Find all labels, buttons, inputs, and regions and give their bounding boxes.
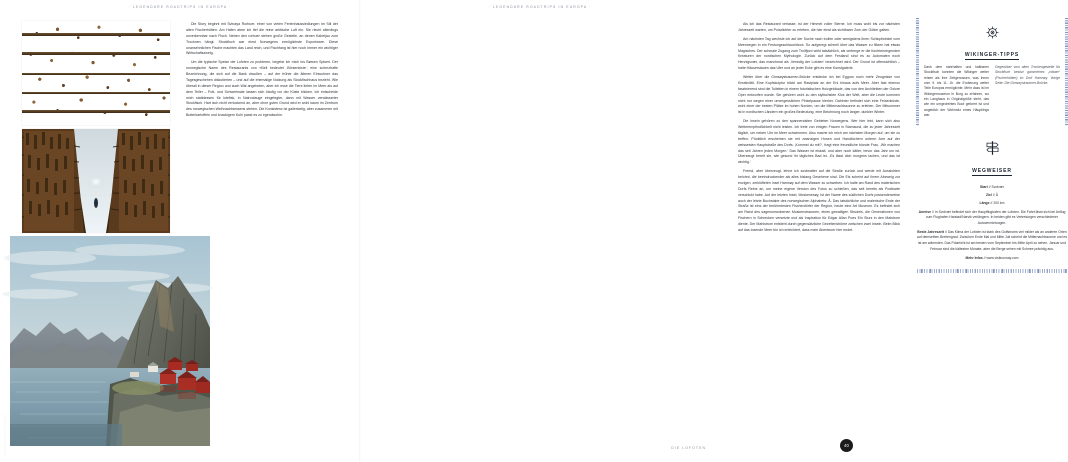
tipbox-columns [924,65,1060,118]
tipbox-col-2: Gegenüber vom alten Trockengestelle für Stockfisch besitzt gammelnes „rottaer“ (Fischerhütten) im Dorf Hamnøy. Vorige Seite: Die Gimsøystraumen-Brücke. [995,65,1060,86]
tipbox-col-1: Dank dem nahrhaften und haltbaren Stockfisch konnten die Wikinger weiter reisen als ihre Zeitgenossen, was ihnen vom 9. bis 11. Jh. die Eroberung weiter Teile Europas ermöglichte. Mehr dazu ist im Wikingermuseum in Borg zu erfahren, wo ein Langhaus in Originalgröße steht, das wie ein umgedrehtes Boot geformt ist und angeblich der Wohnsitz eines Häuptlings war. [924,65,989,118]
fish-rack-tunnel-image [22,129,170,233]
tipbox-title: WIKINGER-TIPPS [964,52,1020,58]
para-sep: // [931,209,934,214]
row-label: Länge [979,200,990,205]
running-head-right: · LEGENDÄRE ROADTRIPS IN EUROPA · [488,5,592,9]
running-head-left: · LEGENDÄRE ROADTRIPS IN EUROPA · [128,5,232,9]
left-page [0,0,360,462]
paragraph: Die Story beginnt mit Svinøya Rorbuer, einer von vielen Ferienhaussiedlungen im Stil der alten Fischerhütten. Am Hafen atme ich tief die reine arktische Luft ein. Sie riecht allerdings unverkennbar nach Fisch. Neben den rorbuer stehen große Gestelle, an denen Kabeljau zum Trocknen hängt. Stockfisch war einst Norwegens ermöglichste Exportware. Diese unansehnlichen Fische machten das Land reich, und Fischfang ist hier noch immer ein wichtiger Wirtschaftszweig. [186,22,338,56]
stockfish-drying-racks-image [22,21,170,125]
row-label: Ziel [986,193,992,198]
wegweiser-anreise [916,210,1068,227]
wegweiser-title-wrap [916,159,1068,181]
signpost-icon [985,140,1000,156]
ships-wheel-icon [985,25,1000,40]
paragraph: Um die typische Speise der Lofoten zu probieren, begebe ich mich ins Børsen Spiseri. Der norwegische Name des Restaurants von «Bell bedeutet ‚Börsenkiste‘, eine scherzhafte Bezeichnung, die sich auf die Bank draußen – auf der früher die älteren Einwohner das Tagesgeschehen diskutierten – und auf die ehemalige Nutzung als Stockfischhaus bezieht. Wie überall in dieser Region und auch Wal angeboten, aber ich esse die Tiere lieber im Meer als auf dem Teller – Pott- und Schwertwale lassen sich häufig vor der Küste blicken. Ich entscheide mich stattdessen für lutefisk, in Natronlauge eingelegter, dann mit Wasser verwässerter Stockfisch. Hart isch nicht verlockend an, aber ohne guten Grund wird er wohl kaum im Zentrum des norwegischen Weihnachtsessens stehen. Die Konsistenz ist gallertartig, aber zusammen mit Butterkartoffeln und knackigem Kohl passt es zu irgendwohin. [186,60,338,118]
person-silhouette [94,198,98,208]
para-text: In Svolvær befindet sich der Hauptflughafen der Lofoten. Die Fahrt lässt sich bei Anflug zum Flughafen Harstad/Narvik verlängern. In beiden gibt es Vertretungen verschiedener Autovermietungen. [925,209,1066,226]
ornamental-rule [917,269,1067,273]
wegweiser-title: WEGWEISER [972,168,1012,175]
paragraph: Weiter über die Gimsøystraumen-Brücke entdecke ich bei Eggum noch mehr Zeugnisse von Kreativität. Eine Kopfskulptur blickt am Rastplatz an der Eni hinaus aufs Meer. Aber fast ebenso faszinierend sind die Toiletten in einem futuristischen Holzgebäude, das von den Architekten der Oslore Oper entworfen wurde. Sie gehören wohl zu den stylischsten Klos der Welt, aber die Leute kommen nicht nur wegen einer unvergesslichen Pinkelpause hierher. Dahinter befindet sich eine Felsenküste, wohl einer der besten Plätze im hohen Norden, um die Mitternachtssonne zu erleben. Der Mitsommer ist in nordischen Ländern ein großes Bedeutung, eine Belohnung noch langer, dunkler Winter. [738,75,901,115]
row-value: Å [995,193,998,198]
website-link[interactable]: www.visitnorway.com [986,255,1019,260]
row-sep: // [992,193,995,198]
row-label: Start [980,185,988,190]
paragraph: Fremd, aber überzeugt, lehne ich zustmatter auf die Straße zurück und werde mit Aussichten belohnt, die beeindruckender als alles bislang Gesehene sind. Die Eis scheint auf ihrem Abzweig zur enzigen, zerklüfteten Insel Hamnøy auf dem Wasser zu schweben. Ich halte am Rand des malerischen Dorfs Reine an, um meine eigene Version des Fotos zu schießen, das seit bereits als Postkarte verschickt habe. Auf der letzten Insel, Moskenesøy, ist der Name des südlichen Dorfs possenderweise auch der letzte Buchstabe des norwegischen Alphabets: Å. Das tatsächliche und malerische Ende der Straße ist eins der berühmtesten Fischerdörfer der Region, heute eine Art Museum. Es befindet sich am Rand des sagenumwobenen Moskenstraumen, eines gewaltigen Strudels, die Generationen von Fischern in Schrecken versetzte und als Inspiration für Edgar Allan Poes Ein Sturz in den Malstrom diente. Der Mahlstrom entsteht durch gegensätzliche Gezeitenströme zwischen zwei Inseln. Beim Blick auf das tosende Meer bin ich erleichtert, dass mein Abenteuer hier endet. [738,169,900,232]
wegweiser-mehr-infos [916,256,1068,262]
wegweiser-box [916,140,1068,273]
para-text: Das Klima der Lofoten ist stark des Golfstroms viel milder als an anderen Orten auf demselben Breitengrad. Zwischen Ende Mai und Mitte Juli scheint die Mitternachtssonne und es ist am wärmsten. Das Polarlicht ist am besten vom September bis Mitte April zu sehen. Januar und Februar sind die kältesten Monate, aber die Berge sehen mit Schnee prächtig aus. [916,229,1068,251]
wegweiser-row-laenge [916,201,1068,207]
wegweiser-row-start [916,185,1068,191]
row-sep: // [990,200,993,205]
wegweiser-jahreszeit [916,230,1068,253]
row-sep: // [988,185,991,190]
row-value: 200 km [993,200,1005,205]
wegweiser-row-ziel [916,193,1068,199]
para-label: Mehr Infos [965,255,983,260]
right-page [360,0,1068,462]
sidebar [916,18,1068,426]
left-text-column [186,22,338,122]
wegweiser-body [916,185,1068,261]
right-text-column [738,22,900,237]
paragraph: Am nächsten Tag wechsle ich auf der Suche nach trollen oder wenigstens ihren Schlupfwinkel vom Meerwegen in ein Festungsschlauchboot. So aufgeregt schnell über das Wasser zu flitzen hat etwas Magisches. Der schmale Zugang zum Trollfjord wirkt tatsächlich, als verberge er die furchteinregenden Kreaturen der nordischen Mythologie. Zurück auf dem Festland sind es zu Automaten noch Hennigsvær, das manchmal als ‚Venedig der Lofoten‘ bezeichnet wird. Der Grund ist offensichtlich – halte Häuserstauen das Ufer und an jeder Ecke gibt es eine Kunstgalerie. [738,36,900,71]
para-label: Anreise [918,209,932,214]
para-sep: // [983,255,986,260]
photo-credit: © Hamnoy, Lofoten / Norwegen [4,414,7,456]
page-number: 40 [840,439,853,452]
row-value: Svolvær [991,185,1004,190]
footer-section-title: DIE LOFOTEN [671,446,706,450]
lofoten-fjord-village-image [10,236,210,446]
paragraph: Die Inseln gehören zu den spannendsten Gebieten Norwegens. Wer hier lebt, kann sich also Wetterempfindlichkeit nicht leisten. Ich trete von einigen Frauen in Stamsund, die zu jeder Jahreszeit täglich, um neben Uhr im Meer schwimmen. Also mache ich mich am nächsten Morgen auf, um sie zu treffen. Pünktlich erscheinen sie mit zwanzigen Hosen und Handtüchern unterm Arm auf der weissesten Hauptstraße des Dorfs. ‚Kommst du mit?‘, fragt eine freundliche blonde Frau. ‚Wir machen das seit Jahren jeden Morgen.‘ Das Wasser ist eiskalt, und aber noch kälter, bevor das Jahr um ist. Überzeugt bereit sie, wie gesund ihr tägliches Bad ist. ‚Es lässt dich morgens lachen, und das ist wichtig.‘ [738,119,900,165]
paragraph: Als ich das Restaurant verlasse, ist der Himmel voller Sterne. Ich muss wohl bis zur nächsten Jahreszeit warten, um Polarlichter zu erleben, die hier einst als sichtbarer Zorn der Götter galten. [738,22,900,32]
para-sep: // [944,229,947,234]
wikinger-tipps-box [916,18,1068,126]
para-label: Beste Jahreszeit [917,229,945,234]
tipbox-title-wrap [924,43,1060,65]
